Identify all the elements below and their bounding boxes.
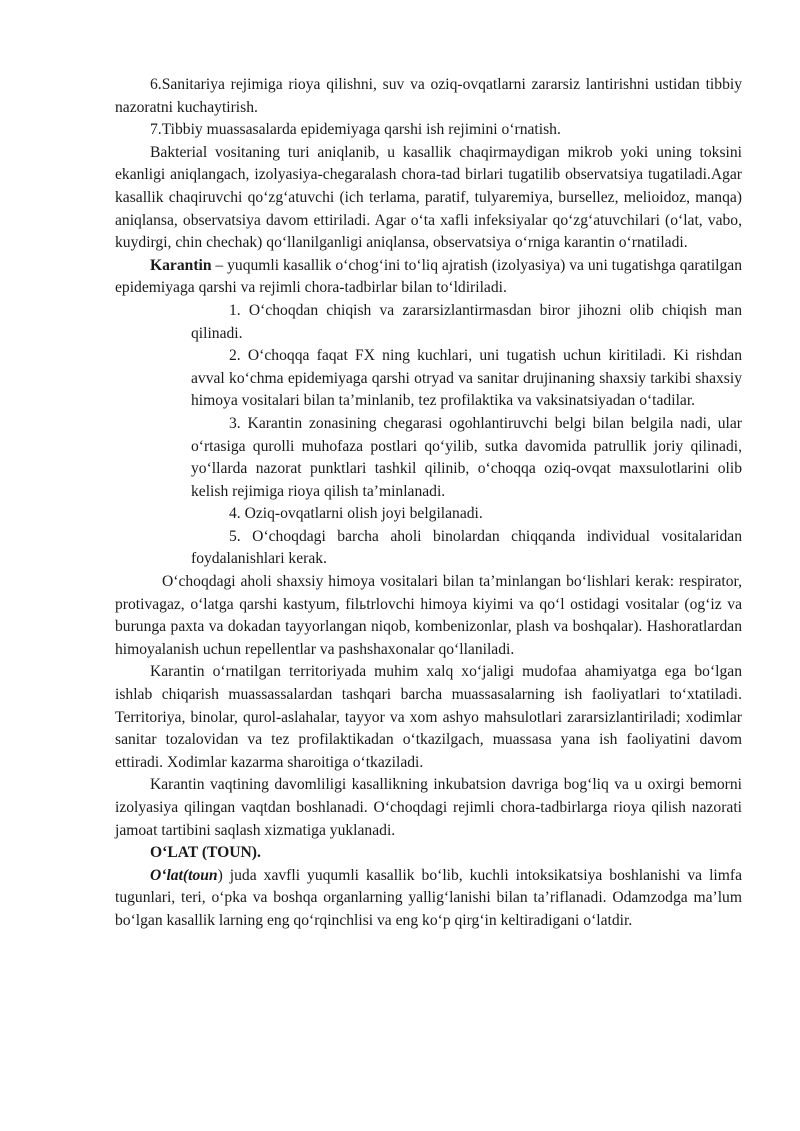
paragraph-duration: Karantin vaqtining davomliligi kasallikning inkubatsion davriga bog‘liq va u oxirgi bemorni izolyasiya qilingan vaqtdan boshlanadi. O‘choqdagi rejimli chora-tadbirlarga rioya qilish nazorati jamoat tartibini saqlash xizmatiga yuklanadi. [115, 776, 742, 839]
list-item: 2. O‘choqqa faqat FX ning kuchlari, uni tugatish uchun kiritiladi. Ki rishdan avval ko‘chma epidemiyaga qarshi otryad va sanitar drujinaning shaxsiy tarkibi shaxsiy himoya vositalari bilan ta’minlanib, tez profilaktika va vaksinatsiyadan o‘tadilar. [191, 347, 742, 410]
section-heading: O‘LAT (TOUN). [150, 844, 261, 862]
list-item: 1. O‘choqdan chiqish va zararsizlantirmasdan biror jihozni olib chiqish man qilinadi. [191, 301, 742, 342]
paragraph-territory: Karantin o‘rnatilgan territoriyada muhim xalq xo‘jaligi mudofaa ahamiyatga ega bo‘lgan ishlab chiqarish muassassalardan tashqari barcha muassasalarning ish faoliyatlari to‘xtatiladi. Territoriya, binolar, qurol-aslahalar, tayyor va xom ashyo mahsulotlari zararsizlantiriladi; xodimlar sanitar tozalovidan va tez profilaktikadan o‘tkazilgach, muassasa yana ish faoliyatini davom ettiradi. Xodimlar kazarma sharoitiga o‘tkaziladi. [115, 663, 742, 771]
term-karantin: Karantin [150, 256, 212, 274]
paragraph-olat-definition [115, 865, 742, 933]
paragraph-medical-regime: 7.Tibbiy muassasalarda epidemiyaga qarshi ish rejimini o‘rnatish. [150, 121, 561, 139]
list-item: 3. Karantin zonasining chegarasi ogohlantiruvchi belgi bilan belgila nadi, ular o‘rtasiga qurolli muhofaza postlari qo‘yilib, sutka davomida patrullik joriy qilinadi, yo‘llarda nazorat punktlari tashkil qilinib, o‘choqqa oziq-ovqat maxsulotlarini olib kelish rejimiga rioya qilish ta’minlanadi. [191, 414, 742, 500]
term-olat: O‘lat(toun [150, 866, 218, 884]
paragraph-sanitary: 6.Sanitariya rejimiga rioya qilishni, suv va oziq-ovqatlarni zararsiz lantirishni ustidan tibbiy nazoratni kuchaytirish. [115, 76, 742, 116]
list-item: 5. O‘choqdagi barcha aholi binolardan chiqqanda individual vositalaridan foydalanishlari kerak. [191, 527, 742, 568]
paragraph-protection: O‘choqdagi aholi shaxsiy himoya vositalari bilan ta’minlangan bo‘lishlari kerak: respirator, protivagaz, o‘latga qarshi kastyum, filьtrlovchi himoya kiyimi va qo‘l ostidagi vositalar (og‘iz va burunga paxta va dokadan tayyorlangan niqob, kombenizonlar, plash va boshqalar). Hashoratlardan himoyalanish uchun repellentlar va pashshaxonalar qo‘llaniladi. [115, 573, 742, 658]
list-item: 4. Oziq-ovqatlarni olish joyi belgilanadi. [229, 505, 483, 523]
paragraph-observation: Bakterial vositaning turi aniqlanib, u kasallik chaqirmaydigan mikrob yoki uning toksini ekanligi aniqlangach, izolyasiya-chegaralash chora-tad birlari tugatilib observatsiya tugatiladi.Agar kasallik chaqiruvchi qo‘zg‘atuvchi (ich terlama, paratif, tulyaremiya, bursellez, melioidoz, manqa) aniqlansa, observatsiya davom ettiriladi. Agar o‘ta xafli infeksiyalar qo‘zg‘atuvchilari (o‘lat, vabo, kuydirgi, chin chechak) qo‘llanilganligi aniqlansa, observatsiya o‘rniga karantin o‘rnatiladi. [115, 143, 742, 252]
document-page [115, 74, 742, 933]
karantin-measures-list [115, 300, 742, 571]
karantin-definition-text: – yuqumli kasallik o‘chog‘ini to‘liq ajratish (izolyasiya) va uni tugatishga qaratilgan epidemiyaga qarshi va rejimli chora-tadbirlar bilan to‘ldiriladi. [115, 256, 743, 297]
paragraph-karantin-definition [115, 255, 742, 300]
olat-definition-text: ) juda xavfli yuqumli kasallik bo‘lib, kuchli intoksikatsiya boshlanishi va limfa tugunlari, teri, o‘pka va boshqa organlarning yallig‘lanishi bilan ta’riflanadi. Odamzodga ma’lum bo‘lgan kasallik larning eng qo‘rqinchlisi va eng ko‘p qirg‘in keltiradigani o‘latdir. [115, 866, 742, 929]
